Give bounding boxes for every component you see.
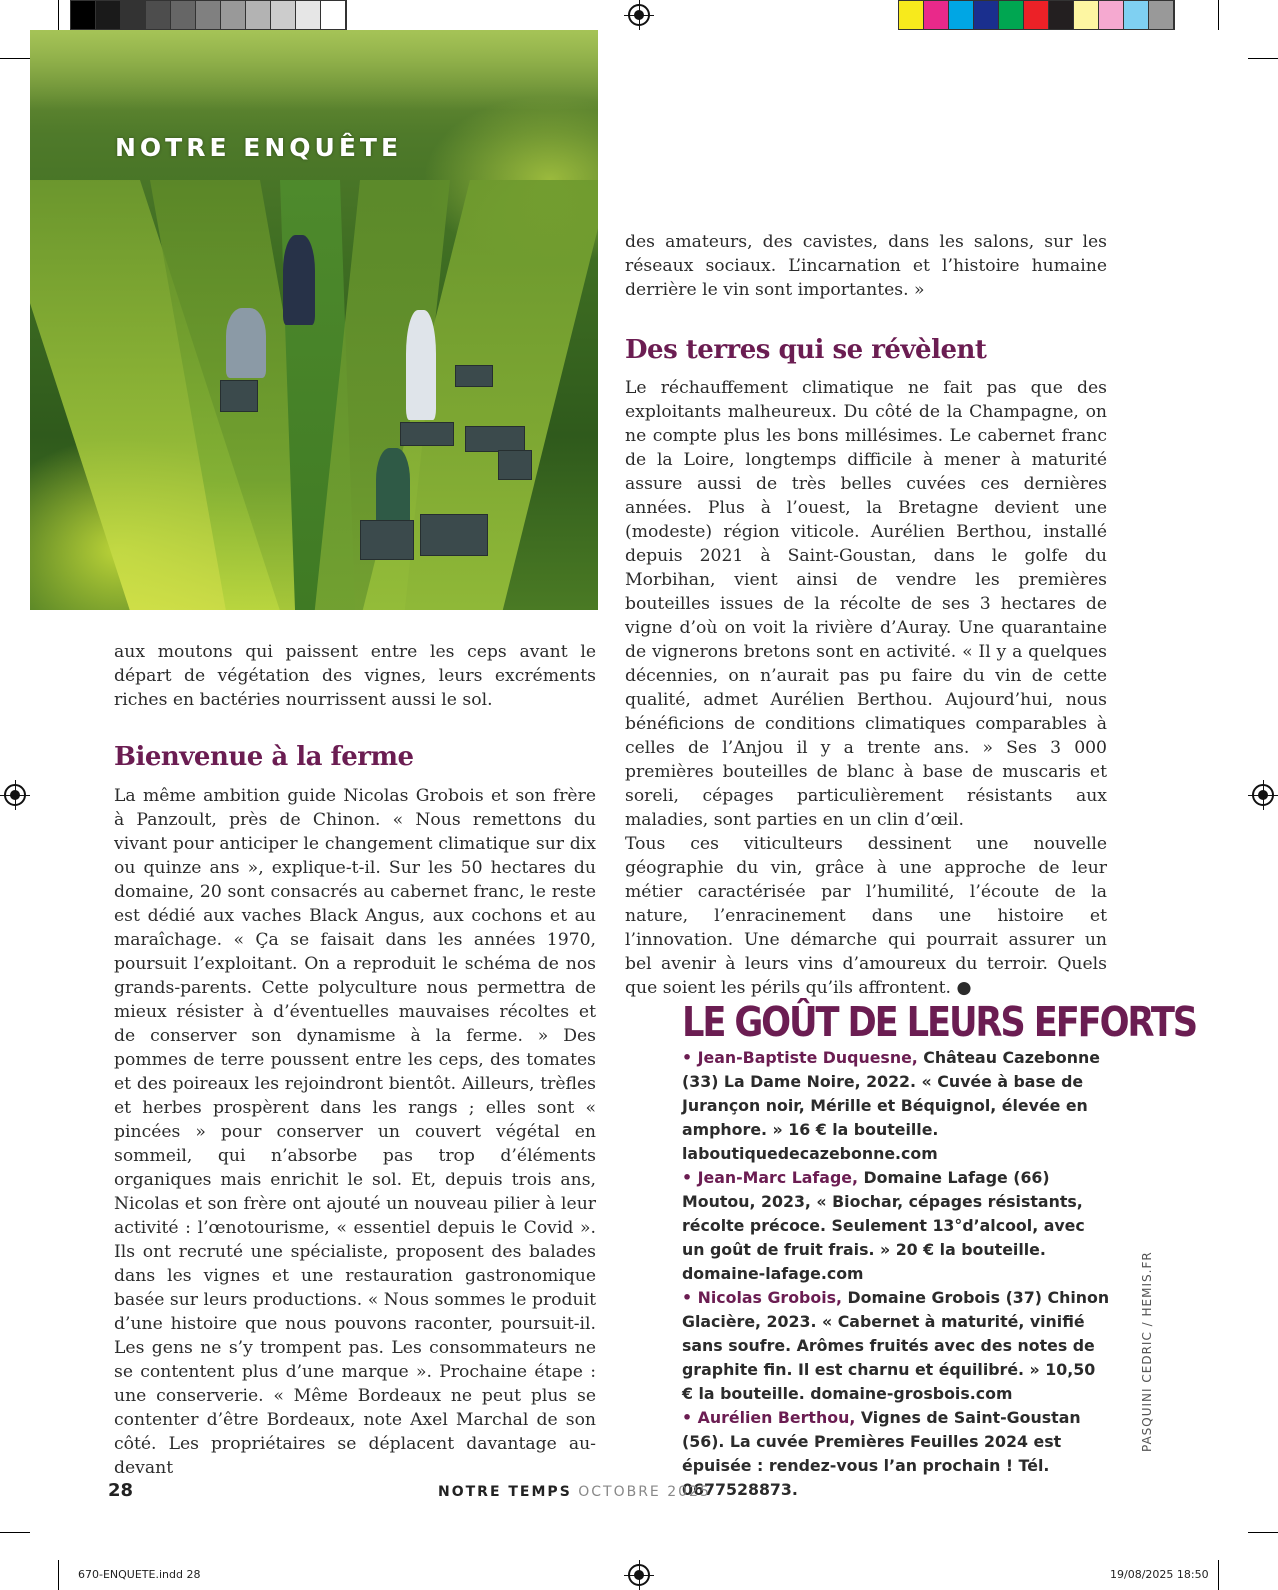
crop-mark-tl-v bbox=[58, 0, 59, 30]
section-heading: Bienvenue à la ferme bbox=[114, 742, 414, 772]
wine-entry bbox=[682, 1166, 1110, 1286]
color-swatch bbox=[1074, 1, 1099, 29]
worker-figure bbox=[226, 308, 266, 378]
entry-details: Château Cazebonne (33) La Dame Noire, 2022. « Cuvée à base de Jurançon noir, Mérille et Béquignol, élevée en amphore. » 16 € la bouteille. laboutiquedecazebonne.com bbox=[682, 1048, 1100, 1163]
timestamp-slug: 19/08/2025 18:50 bbox=[1110, 1568, 1209, 1581]
gray-color-bar bbox=[70, 0, 347, 30]
harvest-crate bbox=[220, 380, 258, 412]
harvest-crate bbox=[455, 365, 493, 387]
color-swatch bbox=[974, 1, 999, 29]
paragraph: La même ambition guide Nicolas Grobois et son frère à Panzoult, près de Chinon. « Nous remettons du vivant pour anticiper le changement climatique sur dix ou quinze ans », explique-t-il. Sur les 50 hectares du domaine, 20 sont consacrés au cabernet franc, le reste est dédié aux vaches Black Angus, aux cochons et au maraîchage. « Ça se faisait dans les années 1970, poursuit l’exploitant. On a reproduit le schéma de nos grands-parents. Cette polyculture nous permettra de mieux résister à d’éventuelles mauvaises récoltes et de conserver son dynamisme à la ferme. » Des pommes de terre poussent entre les ceps, des tomates et des poireaux les rejoindront bientôt. Ailleurs, trèfles et herbes prospèrent dans les rangs ; elles sont « pincées » pour conserver un couvert végétal en sommeil, qui n’absorbe pas trop d’éléments organiques mais enrichit le sol. Et, depuis trois ans, Nicolas et son frère ont ajouté un nouveau pilier à leur activité : l’œnotourisme, « essentiel depuis le Covid ». Ils ont recruté une spécialiste, proposent des balades dans les vignes et une restauration gastronomique basée sur leurs productions. « Nous sommes le produit d’une histoire que nous pouvons raconter, poursuit-il. Les gens ne s’y trompent pas. Les consommateurs ne se contentent plus d’une marque ». Prochaine étape : une conserverie. « Même Bordeaux ne peut plus se contenter d’être Bordeaux, note Axel Marchal de son côté. Les propriétaires se déplacent davantage au-devant bbox=[114, 786, 596, 1478]
color-swatch bbox=[321, 1, 346, 29]
entry-bullet: • bbox=[682, 1408, 698, 1427]
worker-figure bbox=[406, 310, 436, 420]
color-swatch bbox=[271, 1, 296, 29]
magazine-name: NOTRE TEMPS bbox=[438, 1484, 572, 1500]
harvest-crate bbox=[360, 520, 414, 560]
page-number: 28 bbox=[108, 1480, 134, 1501]
producer-name: Jean-Marc Lafage, bbox=[697, 1168, 858, 1187]
color-swatch bbox=[171, 1, 196, 29]
file-slug: 670-ENQUETE.indd 28 bbox=[78, 1568, 201, 1581]
producer-name: Jean-Baptiste Duquesne, bbox=[697, 1048, 918, 1067]
issue-date: OCTOBRE 2025 bbox=[578, 1484, 711, 1500]
vineyard-photo bbox=[30, 30, 598, 610]
paragraph: Le réchauffement climatique ne fait pas que des exploitants malheureux. Du côté de la Champagne, on ne compte plus les bons millésimes. Le cabernet franc de la Loire, longtemps difficile à mener à maturité assure aussi de très belles cuvées ces dernières années. Plus à l’ouest, la Bretagne devient une (modeste) région viticole. Aurélien Berthou, installé depuis 2021 à Saint-Goustan, dans le golfe du Morbihan, vient ainsi de vendre les premières bouteilles issues de la récolte de ses 3 hectares de vigne d’où on voit la rivière d’Auray. Une quarantaine de vignerons bretons sont en activité. « Il y a quelques décennies, on n’aurait pas pu faire du vin de cette qualité, admet Aurélien Berthou. Aujourd’hui, nous bénéficions de conditions climatiques comparables à celles de l’Anjou il y a trente ans. » Ses 3 000 premières bouteilles de blanc à base de muscaris et soreli, cépages particulièrement résistants aux maladies, sont parties en un clin d’œil. bbox=[625, 378, 1107, 830]
color-swatch bbox=[1099, 1, 1124, 29]
color-swatch bbox=[999, 1, 1024, 29]
entry-details: Domaine Lafage (66) Moutou, 2023, « Biochar, cépages résistants, récolte précoce. Seulement 13°d’alcool, avec un goût de fruit frais. » 20 € la bouteille. domaine-lafage.com bbox=[682, 1168, 1085, 1283]
crop-mark-tr-h bbox=[1248, 58, 1278, 59]
color-swatch bbox=[96, 1, 121, 29]
wine-entry bbox=[682, 1046, 1110, 1166]
color-swatch bbox=[899, 1, 924, 29]
paragraph: des amateurs, des cavistes, dans les salons, sur les réseaux sociaux. L’incarnation et l’histoire humaine derrière le vin sont importantes. » bbox=[625, 232, 1107, 300]
worker-figure bbox=[376, 448, 410, 528]
color-swatch bbox=[296, 1, 321, 29]
color-swatch bbox=[949, 1, 974, 29]
color-swatch bbox=[1049, 1, 1074, 29]
crop-mark-br-v bbox=[1218, 1560, 1219, 1590]
entry-details: Vignes de Saint-Goustan (56). La cuvée Premières Feuilles 2024 est épuisée : rendez-vous l’an prochain ! Tél. 0677528873. bbox=[682, 1408, 1081, 1499]
crop-mark-br-h bbox=[1248, 1532, 1278, 1533]
harvest-crate bbox=[498, 450, 532, 480]
entry-bullet: • bbox=[682, 1288, 698, 1307]
sidebar-title: LE GOÛT DE LEURS EFFORTS bbox=[682, 998, 1196, 1046]
sidebar-list bbox=[682, 1046, 1110, 1502]
entry-bullet: • bbox=[682, 1048, 698, 1067]
harvest-crate bbox=[465, 426, 525, 452]
color-swatch bbox=[1149, 1, 1174, 29]
right-column-body bbox=[625, 376, 1107, 1000]
registration-mark-right bbox=[1252, 784, 1274, 806]
sky-haze bbox=[30, 30, 598, 110]
crop-mark-bl-h bbox=[0, 1532, 30, 1533]
color-swatch bbox=[196, 1, 221, 29]
photo-credit: PASQUINI CEDRIC / HEMIS.FR bbox=[1140, 1251, 1154, 1452]
color-swatch bbox=[246, 1, 271, 29]
left-column-intro bbox=[114, 640, 596, 712]
wine-entry bbox=[682, 1286, 1110, 1406]
end-of-article-mark: ● bbox=[956, 978, 972, 998]
color-swatch bbox=[1024, 1, 1049, 29]
producer-name: Nicolas Grobois, bbox=[697, 1288, 843, 1307]
color-swatch bbox=[1124, 1, 1149, 29]
registration-mark-left bbox=[4, 784, 26, 806]
color-swatch bbox=[924, 1, 949, 29]
color-swatch bbox=[71, 1, 96, 29]
paragraph: aux moutons qui paissent entre les ceps avant le départ de végétation des vignes, leurs excréments riches en bactéries nourrissent aussi le sol. bbox=[114, 642, 596, 710]
wine-entry bbox=[682, 1406, 1110, 1502]
left-column-body bbox=[114, 784, 596, 1480]
color-swatch bbox=[221, 1, 246, 29]
section-heading: Des terres qui se révèlent bbox=[625, 335, 987, 365]
registration-mark-bottom bbox=[628, 1564, 650, 1586]
harvest-crate bbox=[420, 514, 488, 556]
process-color-bar bbox=[898, 0, 1175, 30]
paragraph: Tous ces viticulteurs dessinent une nouvelle géographie du vin, grâce à une approche de leur métier caractérisée par l’humilité, l’écoute de la nature, l’enracinement dans une histoire et l’innovation. Une démarche qui pourrait assurer un bel avenir à leurs vins d’amoureux du terroir. Quels que soient les périls qu’ils affrontent. ● bbox=[625, 834, 1107, 998]
worker-figure bbox=[283, 235, 315, 325]
right-column-intro bbox=[625, 230, 1107, 302]
registration-mark-top bbox=[628, 4, 650, 26]
harvest-crate bbox=[400, 422, 454, 446]
entry-details: Domaine Grobois (37) Chinon Glacière, 2023. « Cabernet à maturité, vinifié sans soufre. Arômes fruités avec des notes de graphite fin. Il est charnu et équilibré. » 10,50 € la bouteille. domaine-grosbois.com bbox=[682, 1288, 1110, 1403]
color-swatch bbox=[121, 1, 146, 29]
producer-name: Aurélien Berthou, bbox=[697, 1408, 856, 1427]
color-swatch bbox=[146, 1, 171, 29]
crop-mark-tl-h bbox=[0, 58, 30, 59]
crop-mark-bl-v bbox=[58, 1560, 59, 1590]
magazine-footer bbox=[438, 1484, 711, 1500]
section-kicker: NOTRE ENQUÊTE bbox=[115, 133, 403, 162]
crop-mark-tr-v bbox=[1218, 0, 1219, 30]
entry-bullet: • bbox=[682, 1168, 698, 1187]
